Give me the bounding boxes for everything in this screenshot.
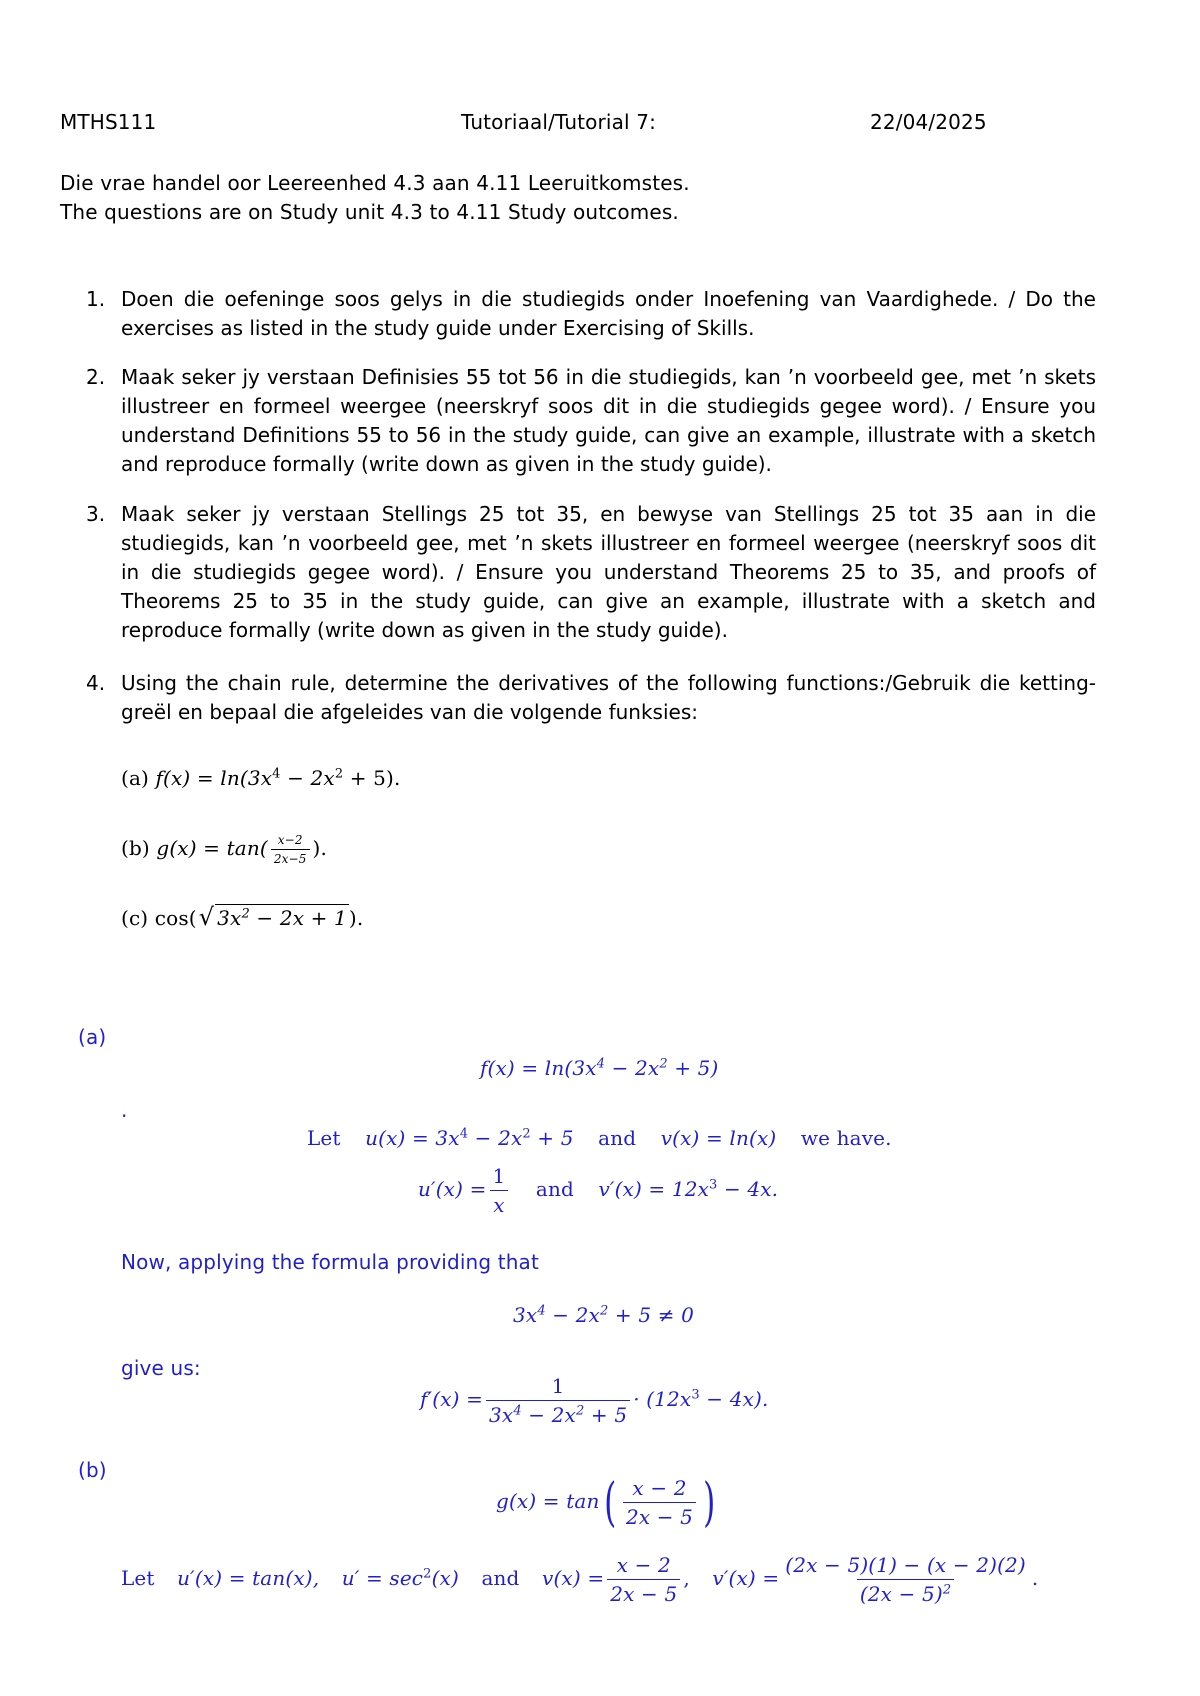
period: . [1031,1566,1039,1590]
sqrt-icon: √ [198,903,215,931]
intro-afrikaans: Die vrae handel oor Leereenhed 4.3 aan 4.11 Leeruitkomstes. [60,171,690,195]
comma: , [683,1566,690,1590]
part-c [121,903,363,931]
part-a-expr-end: + 5). [343,766,401,790]
we-have: we have. [800,1126,892,1150]
question-4 [86,669,1096,727]
u-prime: (x) [431,1566,459,1590]
part-b [121,833,327,866]
exponent: 4 [272,766,281,782]
tutorial-title: Tutoriaal/Tutorial 7: [461,110,657,134]
den-c: + 5 [584,1403,628,1427]
give-us-text: give us: [121,1356,201,1380]
exponent: 2 [334,766,344,782]
denominator: x [490,1190,507,1217]
intro-english: The questions are on Study unit 4.3 to 4.11 Study outcomes. [60,200,679,224]
part-label: (c) [121,906,149,930]
denominator [857,1579,954,1606]
exponent: 4 [596,1056,606,1072]
and-word: and [535,1177,574,1201]
u-def: u(x) = 3x [365,1126,460,1150]
radicand [215,904,349,930]
part-label: (a) [121,766,149,790]
exponent: 3 [691,1387,700,1403]
question-number: 4. [86,671,106,695]
exponent: 4 [513,1403,522,1419]
exponent: 2 [522,1126,531,1142]
v-prime: − 4x. [717,1177,779,1201]
den-a: (2x − 5) [859,1582,943,1606]
radicand-b: − 2x + 1 [249,906,347,930]
v-prime: v′(x) = [712,1566,780,1590]
course-code: MTHS111 [60,110,157,134]
exponent: 2 [599,1303,609,1319]
u-def: u′(x) = tan(x), [177,1566,320,1590]
solution-b-label: (b) [78,1458,107,1482]
expr: f(x) = ln(3x [480,1056,597,1080]
now-applying-text: Now, applying the formula providing that [121,1250,539,1274]
question-number: 3. [86,502,106,526]
solution-b-let [121,1553,1038,1606]
question-text: Using the chain rule, determine the derivatives of the following functions:/Gebruik die ketting-greël en bepaal die afgeleides van die volgende funksies: [121,671,1096,724]
solution-a-derivs [418,1164,778,1217]
and-word: and [598,1126,637,1150]
tail: − 4x). [699,1387,769,1411]
expr: + 5) [667,1056,719,1080]
u-prime: u′ = sec [341,1566,424,1590]
fraction [486,1374,630,1427]
f-prime: f′(x) = [420,1387,483,1411]
let-word: Let [307,1126,341,1150]
question-text: Maak seker jy verstaan Stellings 25 tot 35, en bewyse van Stellings 25 tot 35 aan in die studiegids, kan ’n voorbeeld gee, met ’n skets illustreer en formeel weergee (neerskryf soos dit in die studiegids gegee word). / Ensure you understand Theorems 25 to 35, and proofs of Theorems 25 to 35 in the study guide, can give an example, illustrate with a sketch and reproduce formally (write down as given in the study guide). [121,502,1096,642]
fraction [607,1553,680,1606]
question-1 [86,285,1096,343]
solution-a-condition [513,1303,694,1327]
den-a: 3x [489,1403,514,1427]
right-paren: ) [703,1472,716,1533]
numerator: x−2 [277,833,303,847]
question-number: 1. [86,287,106,311]
exponent: 2 [575,1403,585,1419]
v-def: v(x) = [542,1566,605,1590]
den-b: − 2x [521,1403,576,1427]
exponent: 4 [537,1303,546,1319]
solution-a-function [480,1056,718,1080]
fraction [782,1553,1029,1606]
numerator: x − 2 [632,1476,687,1500]
part-a-expr-mid: − 2x [280,766,335,790]
exponent: 2 [942,1582,952,1598]
left-paren: ( [603,1472,616,1533]
question-text: Maak seker jy verstaan Definisies 55 tot 56 in die studiegids, kan ’n voorbeeld gee, met ’n skets illustreer en formeel weergee (neerskryf soos dit in die studiegids gegee word). / Ensure you understand Definitions 55 to 56 in the study guide, can give an example, illustrate with a sketch and reproduce formally (write down as given in the study guide). [121,365,1096,476]
fraction [623,1476,696,1529]
part-c-expr-end: ). [348,906,364,930]
part-c-expr: cos( [154,906,197,930]
numerator: 1 [551,1374,565,1398]
solution-a-let [307,1126,892,1150]
stray-dot: . [121,1098,128,1122]
tutorial-date: 22/04/2025 [870,110,987,134]
exponent: 3 [709,1177,718,1193]
expr: − 2x [545,1303,600,1327]
solution-a-result [420,1374,768,1427]
part-a-expr: f(x) = ln(3x [155,766,273,790]
question-number: 2. [86,365,106,389]
tail: · (12x [633,1387,692,1411]
radicand-a: 3x [217,906,242,930]
numerator: x − 2 [616,1553,671,1577]
part-a [121,766,401,790]
fraction [271,833,310,866]
exponent: 2 [423,1566,432,1582]
part-label: (b) [121,836,150,860]
exponent: 2 [241,906,250,922]
question-text: Doen die oefeninge soos gelys in die studiegids onder Inoefening van Vaardighede. / Do the exercises as listed in the study guide under Exercising of Skills. [121,287,1096,340]
expr: − 2x [605,1056,660,1080]
v-prime: v′(x) = 12x [598,1177,710,1201]
numerator: 1 [492,1164,506,1188]
exponent: 4 [459,1126,469,1142]
g-def: g(x) = tan [496,1489,600,1513]
exponent: 2 [659,1056,668,1072]
fraction [489,1164,508,1217]
expr: + 5 ≠ 0 [608,1303,694,1327]
denominator: 2x − 5 [607,1579,680,1606]
and-word: and [481,1566,520,1590]
numerator: (2x − 5)(1) − (x − 2)(2) [785,1553,1026,1577]
part-b-expr: g(x) = tan( [156,836,268,860]
question-3 [86,500,1096,645]
u-def: − 2x [468,1126,523,1150]
solution-a-label: (a) [78,1025,107,1049]
solution-b-function [496,1472,720,1533]
question-2 [86,363,1096,479]
v-def: v(x) = ln(x) [660,1126,777,1150]
denominator: 2x−5 [271,849,310,866]
expr: 3x [513,1303,538,1327]
denominator [486,1400,630,1427]
part-b-expr-end: ). [312,836,328,860]
let-word: Let [121,1566,155,1590]
denominator: 2x − 5 [623,1502,696,1529]
u-prime: u′(x) = [418,1177,487,1201]
u-def: + 5 [530,1126,574,1150]
